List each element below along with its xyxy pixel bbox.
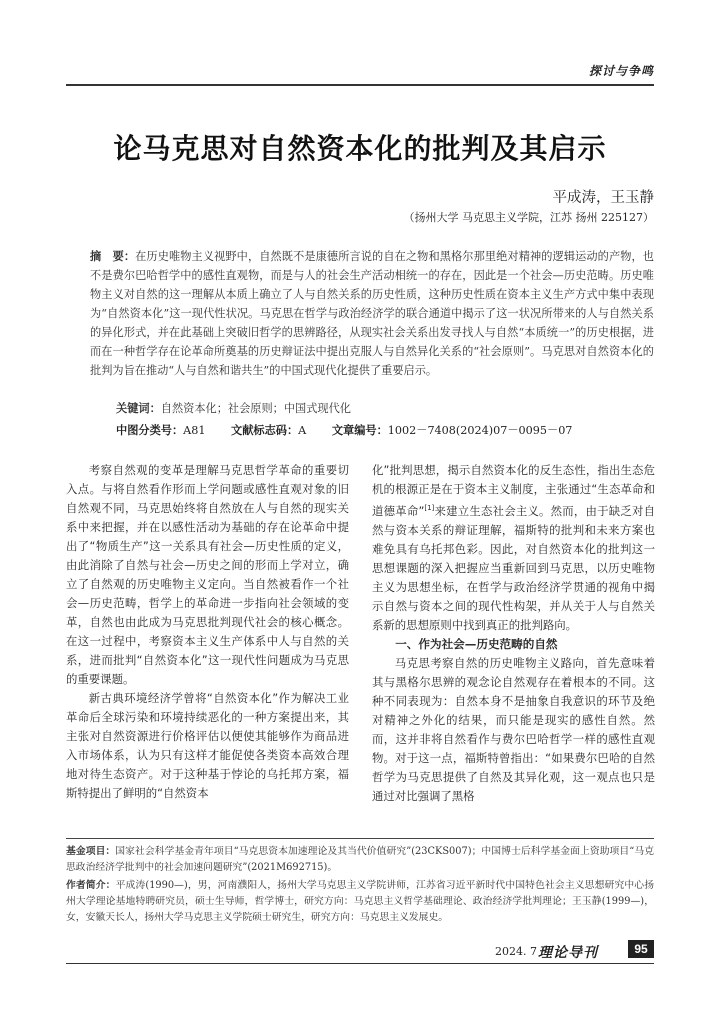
issue-number: 2024. 7 — [495, 945, 537, 958]
doc-code-label: 文献标志码： — [231, 424, 299, 437]
clc-value: A81 — [183, 424, 206, 437]
body-paragraph: 新古典环境经济学曾将“自然资本化”作为解决工业革命后全球污染和环境持续恶化的一种方案提出来，其主张对自然资源进行价格评估以便使其能够作为商品进入市场体系，认为只有这样才能促使各类资本高效合理地对待生态资产。对于这种基于悖论的乌托邦方案，福斯特提出了鲜明的“自然资本 — [66, 691, 349, 800]
footnote-fund — [66, 844, 654, 876]
author-bio-label: 作者简介： — [66, 880, 116, 891]
body-text: 化”批判思想，揭示自然资本化的反生态性，指出生态危机的根源正是在于资本主义制度，主张通过“生态革命和道德革命” — [372, 463, 655, 518]
article-no-label: 文章编号： — [331, 424, 388, 437]
body-text: 来建立生态社会主义。然而，由于缺乏对自然与资本关系的辩证理解，福斯特的批判和未来方案也难免具有乌托邦色彩。因此，对自然资本化的批判这一思想课题的深入把握应当重新回到马克思，以历史唯物主义为思想坐标，在哲学与政治经济学贯通的视角中揭示自然与资本之间的现代性构架，并从关于人与自然关系新的思想原则中找到真正的批判路向。 — [372, 503, 655, 632]
fund-text: 国家社会科学基金青年项目“马克思资本加速理论及其当代价值研究”(23CKS007)；中国博士后科学基金面上资助项目“马克思政治经济学批判中的社会加速问题研究”(2021M692715)。 — [66, 846, 654, 873]
article-no-value: 1002－7408(2024)07－0095－07 — [387, 424, 573, 437]
body-paragraph: 马克思考察自然的历史唯物主义路向，首先意味着其与黑格尔思辨的观念论自然观存在着根本的不同。这种不同表现为：自然本身不是抽象自我意识的环节及绝对精神之外化的结果，而只能是现实的感性自然。然而，这并非将自然看作与费尔巴哈哲学一样的感性直观物。对于这一点，福斯特曾指出：“如果费尔巴哈的自然哲学为马克思提供了自然及其异化观，这一观点也只是通过对比强调了黑格 — [372, 655, 655, 803]
doc-code-value: A — [298, 424, 307, 437]
author-bio-text: 平成涛(1990—)，男，河南濮阳人，扬州大学马克思主义学院讲师，江苏省习近平新时代中国特色社会主义思想研究中心扬州大学理论基地特聘研究员，硕士生导师，哲学博士，研究方向：马克思主义哲学基础理论、政治经济学批判理论；王玉静(1999—)，女，安徽天长人，扬州大学马克思主义学院硕士研究生，研究方向：马克思主义发展史。 — [66, 880, 655, 923]
keywords — [116, 400, 351, 416]
footnote-rule — [66, 838, 654, 839]
fund-label: 基金项目： — [66, 846, 116, 857]
footer-rule — [66, 963, 654, 964]
body-paragraph — [372, 461, 655, 635]
article-authors: 平成涛，王玉静 — [552, 190, 654, 206]
article-title: 论马克思对自然资本化的批判及其启示 — [113, 132, 607, 165]
header-rule — [66, 84, 654, 86]
page-number: 95 — [628, 940, 654, 958]
citation-ref: [1] — [424, 504, 435, 512]
section-heading: 一、作为社会—历史范畴的自然 — [395, 636, 558, 651]
section-tag: 探讨与争鸣 — [588, 64, 654, 78]
classification-line — [116, 422, 572, 438]
journal-name: 理论导刊 — [538, 945, 598, 961]
article-affiliation: （扬州大学 马克思主义学院，江苏 扬州 225127） — [403, 211, 654, 224]
body-paragraph: 考察自然观的变革是理解马克思哲学革命的重要切入点。与将自然看作形而上学问题或感性直观对象的旧自然观不同，马克思始终将自然放在人与自然的现实关系中来把握，并在以感性活动为基础的存在论革命中提出了“物质生产”这一关系具有社会—历史性质的定义，由此消除了自然与社会—历史之间的形而上学对立，确立了自然观的历史唯物主义定向。当自然被看作一个社会—历史范畴，哲学上的革命进一步指向社会领域的变革，自然也由此成为马克思批判现代社会的核心概念。在这一过程中，考察资本主义生产体系中人与自然的关系，进而批判“自然资本化”这一现代性问题成为马克思的重要课题。 — [66, 463, 349, 686]
keywords-label: 关键词： — [116, 402, 161, 415]
abstract-label: 摘 要： — [90, 250, 136, 263]
clc-label: 中图分类号： — [116, 424, 184, 437]
body-left-column — [66, 461, 349, 803]
keywords-text: 自然资本化；社会原则；中国式现代化 — [160, 402, 351, 415]
abstract-text: 在历史唯物主义视野中，自然既不是康德所言说的自在之物和黑格尔那里绝对精神的逻辑运动的产物，也不是费尔巴哈哲学中的感性直观物，而是与人的社会生产活动相统一的存在，因此是一个社会—历史范畴。历史唯物主义对自然的这一理解从本质上确立了人与自然关系的历史性质，这种历史性质在资本主义生产方式中集中表现为“自然资本化”这一现代性状况。马克思在哲学与政治经济学的联合通道中揭示了这一状况所带来的人与自然关系的异化形式，并在此基础上突破旧哲学的思辨路径，从现实社会关系出发寻找人与自然“本质统一”的历史根据，进而在一种哲学存在论革命所奠基的历史辩证法中提出克服人与自然异化关系的“社会原则”。马克思对自然资本化的批判为旨在推动“人与自然和谐共生”的中国式现代化提供了重要启示。 — [90, 250, 654, 377]
abstract — [90, 247, 654, 380]
footnote-author — [66, 878, 654, 926]
body-right-column — [372, 461, 655, 806]
